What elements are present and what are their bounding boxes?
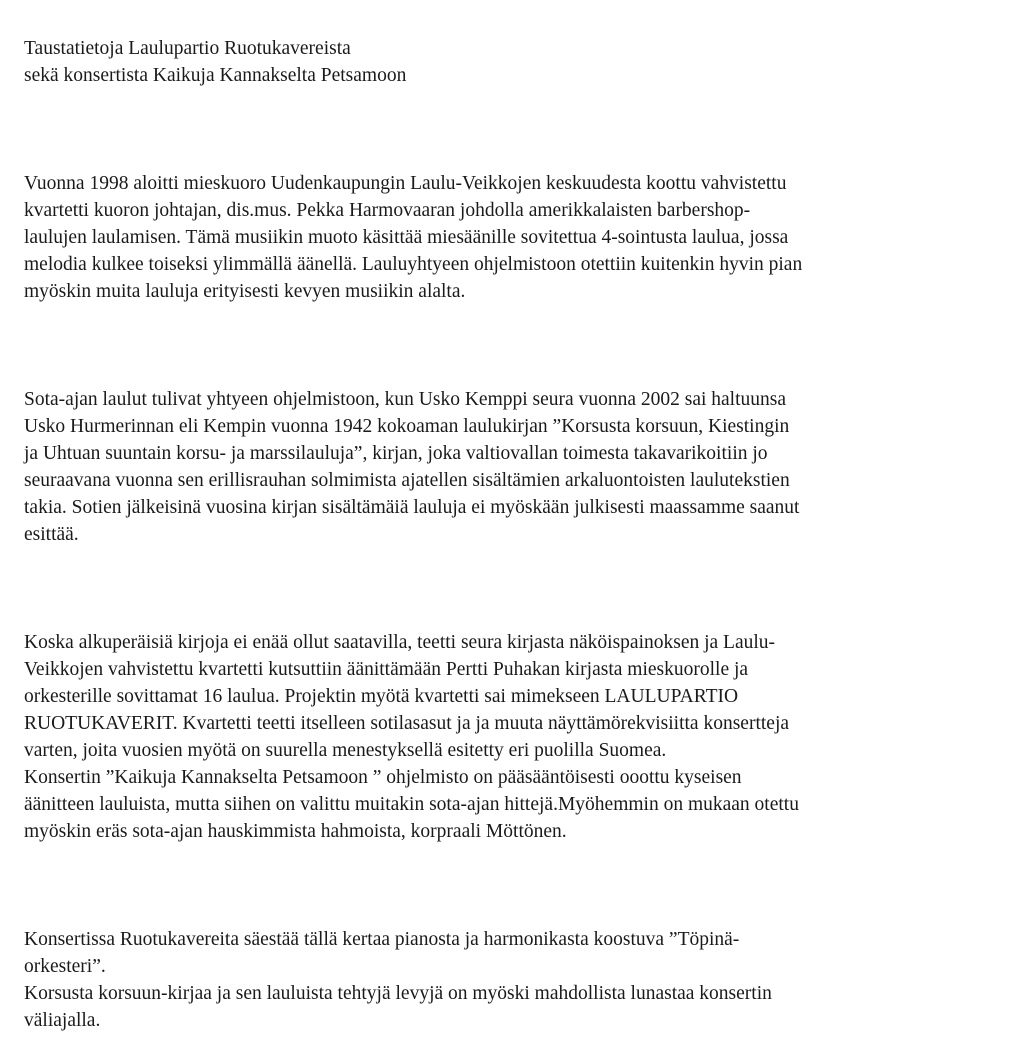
- document-body: [24, 8, 1004, 1061]
- paragraph-4: Konsertissa Ruotukavereita säestää tällä kertaa pianosta ja harmonikasta koostuva ”Töpinä- orkesteri”. Korsusta korsuun-kirjaa ja sen lauluista tehtyjä levyjä on myöski mahdollista lunastaa konsertin väliajalla.: [24, 929, 772, 1031]
- paragraph-spacer: [24, 575, 1004, 602]
- paragraph-spacer: [24, 872, 1004, 899]
- paragraph-2: Sota-ajan laulut tulivat yhtyeen ohjelmistoon, kun Usko Kemppi seura vuonna 2002 sai haltuunsa Usko Hurmerinnan eli Kempin vuonna 1942 kokoaman laulukirjan ”Korsusta korsuun, Kiestingin ja Uhtuan suuntain korsu- ja marssilauluja”, kirjan, joka valtiovallan toimesta takavarikoitiin jo seuraavana vuonna sen erillisrauhan solmimista ajatellen sisältämien arkaluontoisten laulutekstien takia. Sotien jälkeisinä vuosina kirjan sisältämäiä lauluja ei myöskään julkisesti maassamme saanut esittää.: [24, 389, 800, 545]
- paragraph-3: Koska alkuperäisiä kirjoja ei enää ollut saatavilla, teetti seura kirjasta näköispainoksen ja Laulu- Veikkojen vahvistettu kvartetti kutsuttiin äänittämään Pertti Puhakan kirjasta mieskuorolle ja orkesterille sovittamat 16 laulua. Projektin myötä kvartetti sai mimekseen LAULUPARTIO RUOTUKAVERIT. Kvartetti teetti itselleen sotilasasut ja ja muuta näyttämörekvisiitta konsertteja varten, joita vuosien myötä on suurella menestyksellä esitetty eri puolilla Suomea. Konsertin ”Kaikuja Kannakselta Petsamoon ” ohjelmisto on pääsääntöisesti ooottu kyseisen äänitteen lauluista, mutta siihen on valittu muitakin sota-ajan hittejä.Myöhemmin on mukaan otettu myöskin eräs sota-ajan hauskimmista hahmoista, korpraali Möttönen.: [24, 632, 799, 842]
- paragraph-spacer: [24, 332, 1004, 359]
- paragraph-spacer: [24, 116, 1004, 143]
- paragraph-1: Vuonna 1998 aloitti mieskuoro Uudenkaupungin Laulu-Veikkojen keskuudesta koottu vahvistettu kvartetti kuoron johtajan, dis.mus. Pekka Harmovaaran johdolla amerikkalaisten barbershop- laulujen laulamisen. Tämä musiikin muoto käsittää miesäänille sovitettua 4-sointusta laulua, jossa melodia kulkee toiseksi ylimmällä äänellä. Lauluyhtyeen ohjelmistoon otettiin kuitenkin hyvin pian myöskin muita lauluja erityisesti kevyen musiikin alalta.: [24, 173, 803, 302]
- document-heading: Taustatietoja Laulupartio Ruotukavereista sekä konsertista Kaikuja Kannakselta Petsamoon: [24, 38, 407, 86]
